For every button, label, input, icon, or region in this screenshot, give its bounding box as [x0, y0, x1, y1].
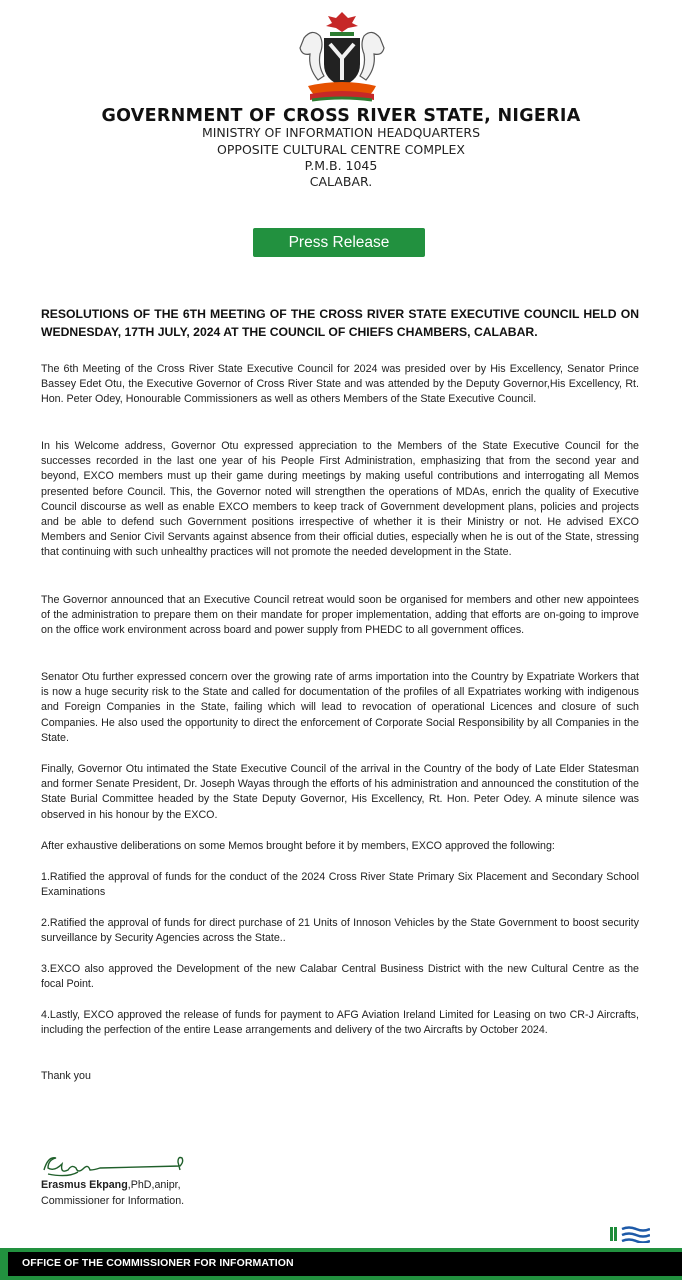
paragraph-5: Finally, Governor Otu intimated the State Executive Council of the arrival in the Country of the body of Late Elder Statesman and former Senate President, Dr. Joseph Wayas through the efforts of his administration and announced the constitution of the State Burial Committee headed by the State Deputy Governor, His Excellency, Rt. Hon. Peter Odey. A minute silence was observed in his honour by the EXCO. — [41, 763, 639, 821]
release-heading: RESOLUTIONS OF THE 6TH MEETING OF THE CROSS RIVER STATE EXECUTIVE COUNCIL HELD ON WEDNESDAY, 17TH JULY, 2024 AT THE COUNCIL OF CHIEFS CHAMBERS, CALABAR. — [41, 307, 639, 339]
resolution-item-1: 1.Ratified the approval of funds for the conduct of the 2024 Cross River State Primary Six Placement and Secondary School Examinations — [41, 871, 639, 899]
paragraph-1: The 6th Meeting of the Cross River State Executive Council for 2024 was presided over by His Excellency, Senator Prince Bassey Edet Otu, the Executive Governor of Cross River State and was attended by the Deputy Governor,His Excellency, Rt. Hon. Peter Odey, Honourable Commissioners as well as others Members of the State Executive Council. — [41, 363, 639, 406]
signature-mark — [38, 1150, 188, 1182]
signatory-title: Commissioner for Information. — [41, 1195, 185, 1207]
city-line: CALABAR. — [309, 174, 373, 189]
resolution-item-2: 2.Ratified the approval of funds for direct purchase of 21 Units of Innoson Vehicles by the State Government to boost security surveillance by Security Agencies across the State.. — [41, 917, 639, 945]
press-release-badge: Press Release — [253, 228, 425, 257]
paragraph-3: The Governor announced that an Executive Council retreat would soon be organised for members and other new appointees of the administration to prepare them on their mandate for proper implementation, adding that efforts are on-going to improve on the office work environment across board and power supply from PHEDC to all government offices. — [41, 594, 639, 637]
footer-office-label: OFFICE OF THE COMMISSIONER FOR INFORMATION — [22, 1257, 294, 1269]
ministry-line: MINISTRY OF INFORMATION HEADQUARTERS — [201, 125, 481, 140]
address-line: OPPOSITE CULTURAL CENTRE COMPLEX — [217, 142, 465, 157]
resolution-item-3: 3.EXCO also approved the Development of the new Calabar Central Business District with the new Cultural Centre as the focal Point. — [41, 963, 639, 991]
resolution-item-4: 4.Lastly, EXCO approved the release of funds for payment to AFG Aviation Ireland Limited for Leasing on two CR-J Aircrafts, including the perfection of the entire Lease arrangements and delivery of the two Aircrafts by October 2024. — [41, 1009, 639, 1037]
closing-line: Thank you — [41, 1070, 91, 1082]
flag-stripes-icon — [610, 1225, 650, 1243]
paragraph-6: After exhaustive deliberations on some Memos brought before it by members, EXCO approved the following: — [41, 840, 555, 852]
paragraph-4: Senator Otu further expressed concern over the growing rate of arms importation into the Country by Expatriate Workers that is now a huge security risk to the State and called for documentation of the profiles of all Expatriates working with indigenous and Foreign Companies in the State, failing which will lead to revocation of operational Licences and closure of such Companies. He also used the opportunity to direct the enforcement of Corporate Social Responsibility by all Companies in the State. — [41, 671, 639, 744]
paragraph-2: In his Welcome address, Governor Otu expressed appreciation to the Members of the State Executive Council for the successes recorded in the last one year of his People First Administration, emphasizing that from the second year and beyond, EXCO members must up their game during meetings by making useful contributions and interrogating all Memos presented before Council. This, the Governor noted will strengthen the operations of MDAs, enrich the quality of Executive Council discourse as well as enable EXCO members to keep track of Government development plans, policies and projects and be able to defend such Government positions irrespective of whether it is their Ministry or not. He advised EXCO Members and Senior Civil Servants against absence from their official duties, especially when he is out of the State, stressing that continuing with such unhealthy practices will not promote the needed development in the State. — [41, 440, 639, 559]
pmb-line: P.M.B. 1045 — [304, 158, 378, 173]
government-title: GOVERNMENT OF CROSS RIVER STATE, NIGERIA — [101, 106, 581, 126]
signatory-credentials: ,PhD,anipr, — [127, 1179, 181, 1191]
signatory-name-bold: Erasmus Ekpang — [41, 1179, 128, 1191]
coat-of-arms-icon — [290, 8, 394, 108]
signatory-name — [41, 1179, 181, 1191]
